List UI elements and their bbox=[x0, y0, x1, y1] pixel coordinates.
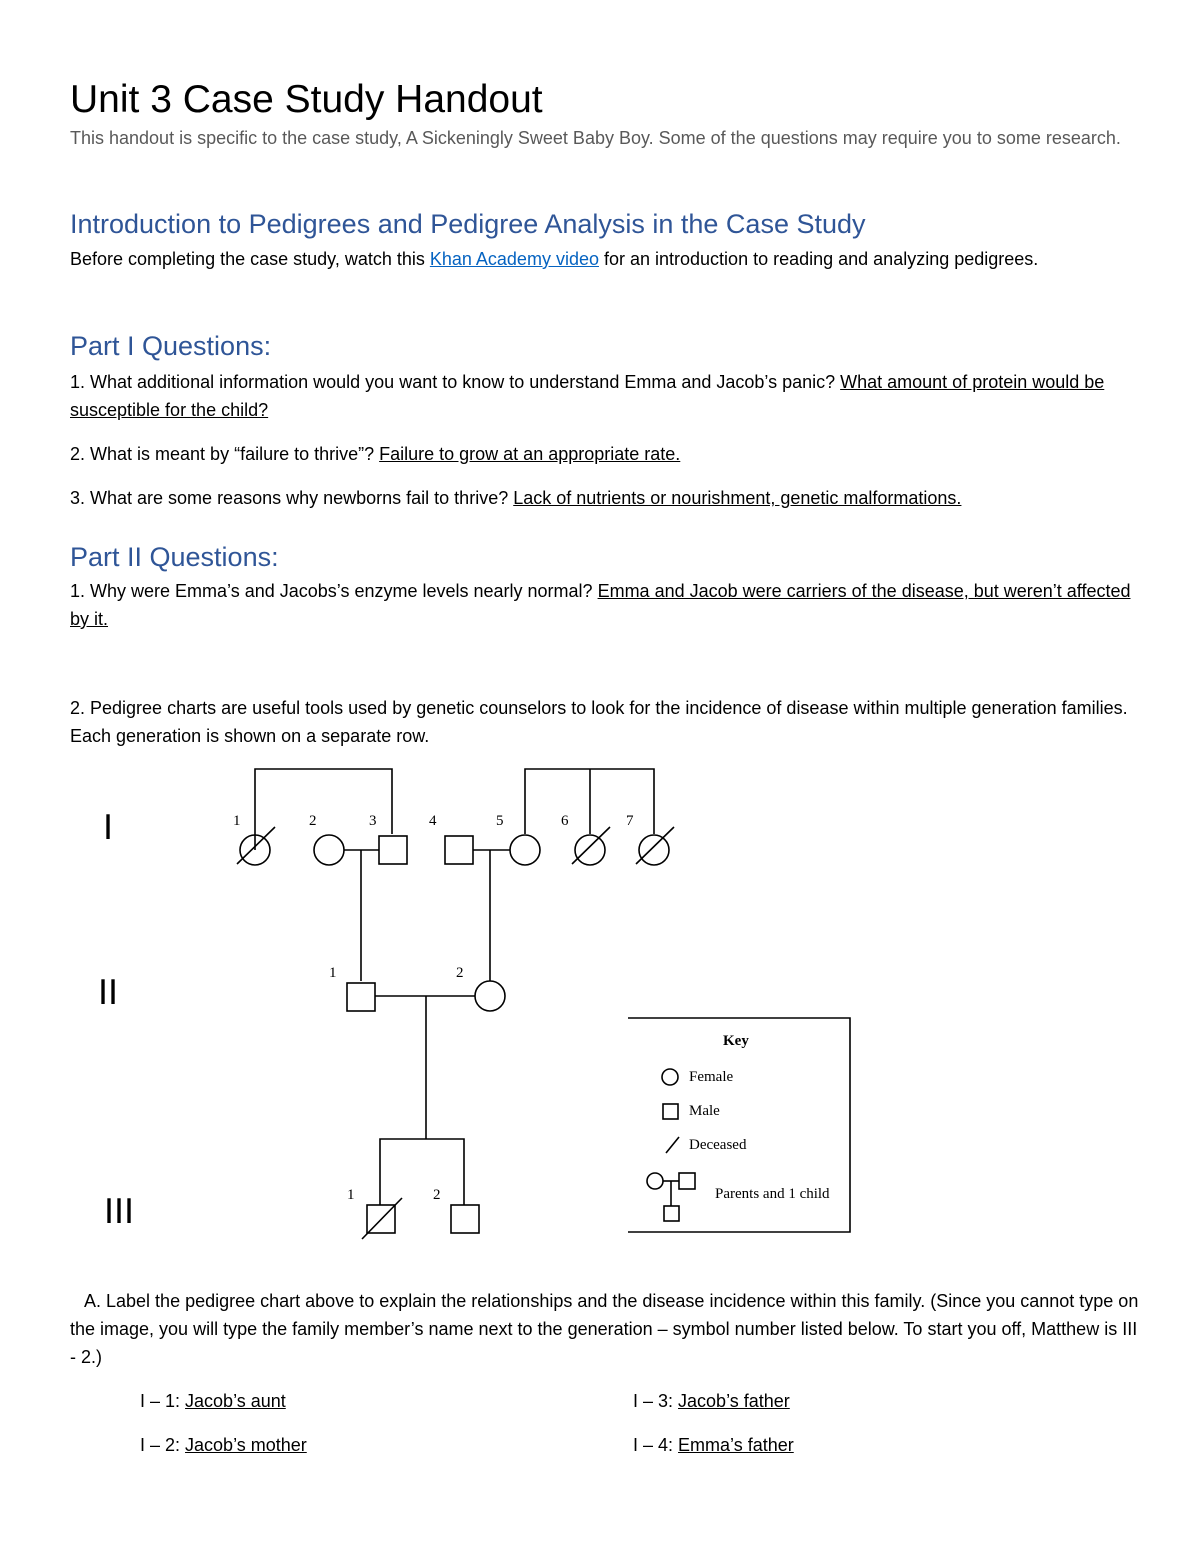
answer-text: Lack of nutrients or nourishment, genetic malformations. bbox=[513, 488, 962, 508]
sibling-line-left bbox=[255, 769, 392, 850]
khan-academy-link[interactable]: Khan Academy video bbox=[429, 249, 599, 269]
key-male-label: Male bbox=[689, 1103, 720, 1119]
answer-label: I – 3: bbox=[633, 1391, 679, 1411]
key-parents-male-icon bbox=[679, 1173, 695, 1189]
gen3-individual-2 bbox=[451, 1205, 479, 1233]
key-child-icon bbox=[664, 1206, 679, 1221]
part-a-letter: A. bbox=[84, 1291, 102, 1311]
key-deceased-label: Deceased bbox=[689, 1137, 747, 1153]
generation-label-3: III bbox=[104, 1192, 135, 1232]
gen2-individual-1 bbox=[347, 983, 375, 1011]
answer-value[interactable]: Jacob’s aunt bbox=[185, 1391, 286, 1411]
answer-value[interactable]: Emma’s father bbox=[678, 1435, 794, 1455]
gen1-label: 6 bbox=[561, 813, 569, 829]
answer-value[interactable]: Jacob’s father bbox=[678, 1391, 790, 1411]
answer-text: Emma and Jacob were carriers of the disease, but weren’t affected by it. bbox=[70, 581, 1131, 629]
intro-text: This handout is specific to the case study, A Sickeningly Sweet Baby Boy. Some of the questions may require you to some research. bbox=[70, 128, 1121, 148]
gen1-individual-4 bbox=[445, 836, 473, 864]
sibling-line-gen3 bbox=[380, 1139, 464, 1205]
intro-heading: Introduction to Pedigrees and Pedigree Analysis in the Case Study bbox=[70, 209, 866, 239]
key-title: Key bbox=[723, 1033, 749, 1049]
question-number: 2. bbox=[70, 698, 86, 718]
part2-heading: Part II Questions: bbox=[70, 542, 279, 572]
gen1-label: 7 bbox=[626, 813, 634, 829]
gen2-label: 2 bbox=[456, 965, 464, 981]
key-parents-label: Parents and 1 child bbox=[715, 1186, 830, 1202]
answer-label: I – 1: bbox=[140, 1391, 186, 1411]
question-number: 3. bbox=[70, 488, 86, 508]
intro-text-after: for an introduction to reading and analyzing pedigrees. bbox=[598, 249, 1039, 269]
answer-label: I – 4: bbox=[633, 1435, 679, 1455]
gen1-label: 5 bbox=[496, 813, 504, 829]
answer-row-i1 bbox=[140, 1387, 286, 1415]
gen3-label: 1 bbox=[347, 1187, 355, 1203]
page-title: Unit 3 Case Study Handout bbox=[70, 78, 543, 121]
question-number: 1. bbox=[70, 581, 86, 601]
answer-row-i4 bbox=[633, 1431, 794, 1459]
generation-label-1: I bbox=[103, 808, 114, 848]
question-number: 1. bbox=[70, 372, 86, 392]
gen3-label: 2 bbox=[433, 1187, 441, 1203]
answer-value[interactable]: Jacob’s mother bbox=[185, 1435, 307, 1455]
question-text: What additional information would you want to know to understand Emma and Jacob’s panic? bbox=[85, 372, 841, 392]
answer-text: Failure to grow at an appropriate rate. bbox=[379, 444, 681, 464]
part1-heading: Part I Questions: bbox=[70, 331, 272, 361]
gen2-label: 1 bbox=[329, 965, 337, 981]
part-a-instructions bbox=[70, 1287, 1145, 1371]
gen1-individual-2 bbox=[314, 835, 344, 865]
question-text: What is meant by “failure to thrive”? bbox=[85, 444, 380, 464]
key-deceased-icon bbox=[666, 1137, 679, 1153]
gen1-label: 3 bbox=[369, 813, 377, 829]
gen2-individual-2 bbox=[475, 981, 505, 1011]
generation-label-2: II bbox=[98, 973, 119, 1013]
gen1-label: 2 bbox=[309, 813, 317, 829]
answer-label: I – 2: bbox=[140, 1435, 186, 1455]
gen1-individual-6 bbox=[575, 835, 605, 865]
gen1-individual-5 bbox=[510, 835, 540, 865]
gen1-label: 4 bbox=[429, 813, 437, 829]
part-a-text: Label the pedigree chart above to explain the relationships and the disease incidence within this family. (Since you cannot type on the image, you will type the family member’s name next to the generation – symbol number listed below. To start you off, Matthew is III - 2.) bbox=[70, 1291, 1139, 1367]
gen1-individual-3 bbox=[379, 836, 407, 864]
key-female-label: Female bbox=[689, 1069, 734, 1085]
question-text: Why were Emma’s and Jacobs’s enzyme levels nearly normal? bbox=[85, 581, 598, 601]
gen1-label: 1 bbox=[233, 813, 241, 829]
key-parents-female-icon bbox=[647, 1173, 663, 1189]
answer-row-i2 bbox=[140, 1431, 307, 1459]
answer-text: What amount of protein would be susceptible for the child? bbox=[70, 372, 1105, 420]
key-male-icon bbox=[663, 1104, 678, 1119]
question-text: What are some reasons why newborns fail to thrive? bbox=[85, 488, 514, 508]
gen1-individual-7 bbox=[639, 835, 669, 865]
key-female-icon bbox=[662, 1069, 678, 1085]
answer-row-i3 bbox=[633, 1387, 790, 1415]
question-text: Pedigree charts are useful tools used by genetic counselors to look for the incidence of disease within multiple generation families. Each generation is shown on a separate row. bbox=[70, 698, 1128, 746]
question-number: 2. bbox=[70, 444, 86, 464]
intro-text-before: Before completing the case study, watch this bbox=[70, 249, 430, 269]
